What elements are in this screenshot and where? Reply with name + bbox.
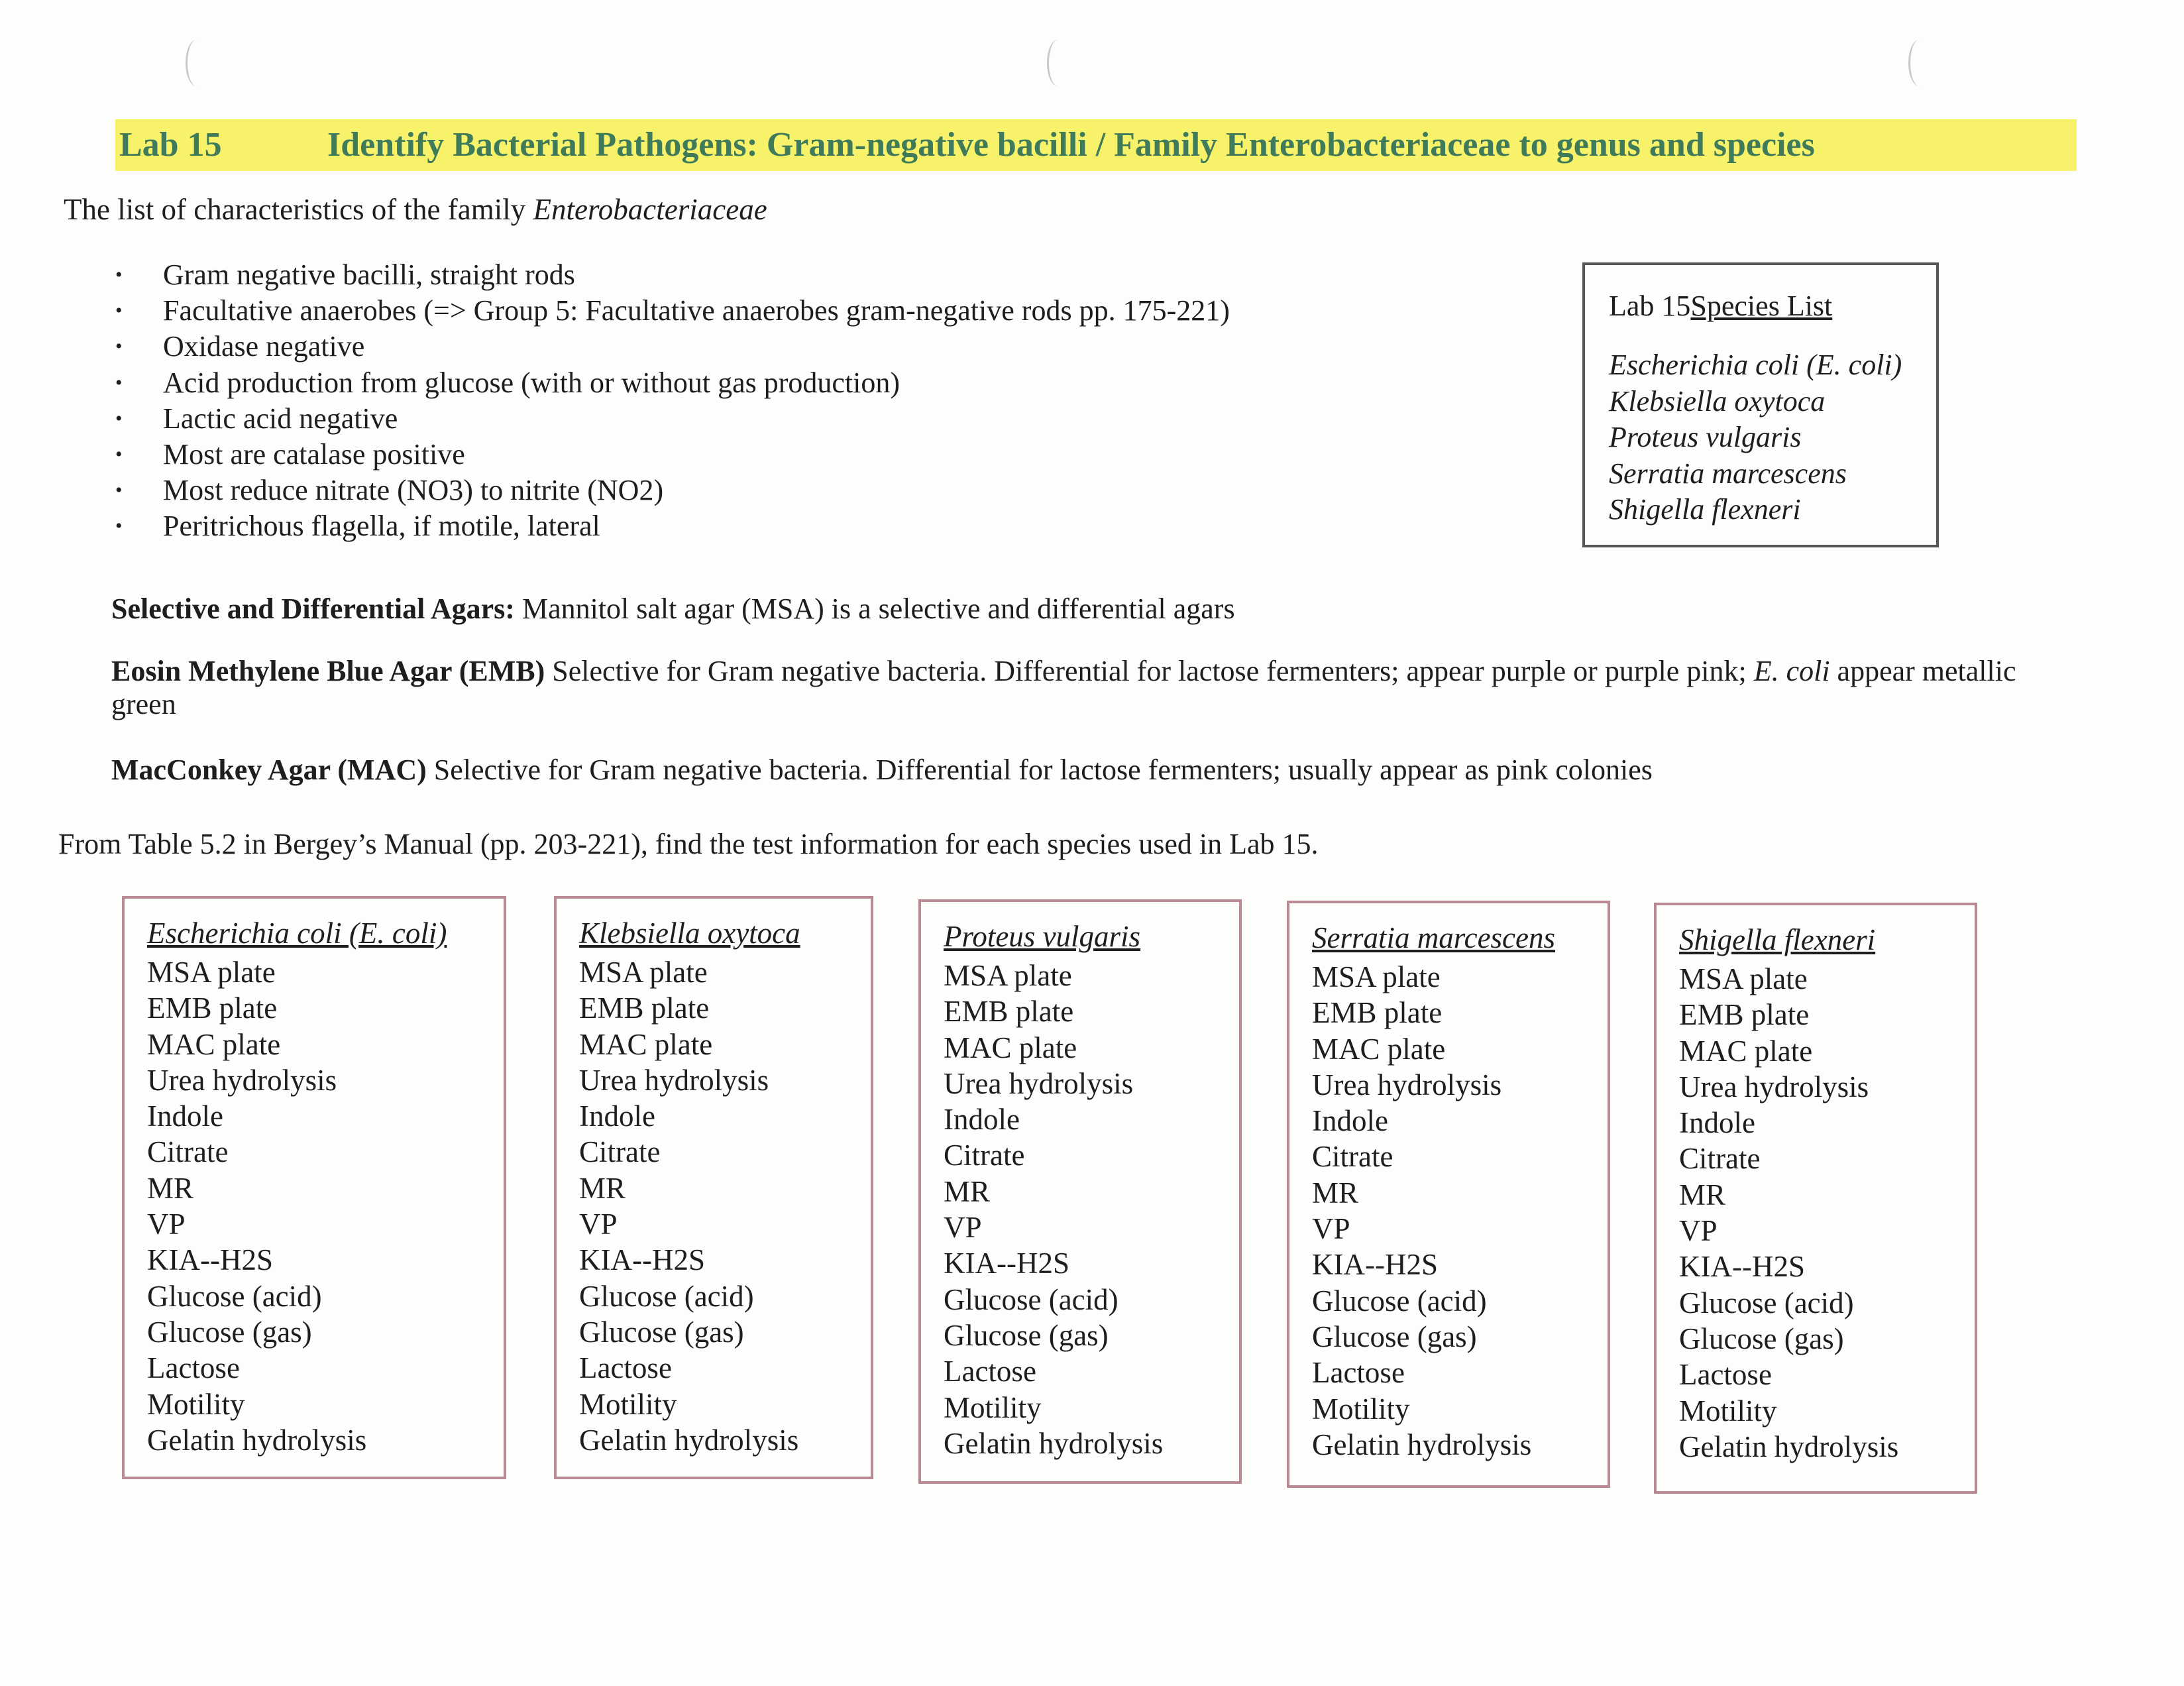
- mac-paragraph: MacConkey Agar (MAC) Selective for Gram negative bacteria. Differential for lactose fermenters; usually appear as pink colonies: [111, 754, 1653, 786]
- test-item: EMB plate: [1679, 998, 1810, 1032]
- test-item: Indole: [1312, 1104, 1388, 1138]
- test-list: [1312, 959, 1531, 1463]
- characteristic-item: • Peritrichous flagella, if motile, lateral: [115, 510, 600, 543]
- test-item: Glucose (gas): [1312, 1320, 1477, 1353]
- test-item: EMB plate: [944, 995, 1074, 1029]
- species-test-box: [122, 896, 506, 1479]
- punch-hole-left: [186, 40, 207, 86]
- test-item: Glucose (gas): [579, 1315, 744, 1349]
- test-item: Glucose (acid): [1679, 1286, 1854, 1320]
- species-test-box-title: Escherichia coli (E. coli): [147, 917, 447, 950]
- test-item: MR: [579, 1171, 626, 1205]
- test-list: [147, 954, 366, 1458]
- species-item: Serratia marcescens: [1609, 457, 1847, 490]
- test-item: Glucose (gas): [944, 1318, 1109, 1352]
- species-test-box: [1287, 901, 1610, 1488]
- test-item: Glucose (acid): [579, 1279, 754, 1313]
- test-item: VP: [579, 1208, 618, 1241]
- test-item: VP: [147, 1208, 186, 1241]
- test-list: [579, 954, 798, 1458]
- species-test-box: [554, 896, 873, 1479]
- test-item: Glucose (acid): [1312, 1284, 1487, 1318]
- test-item: KIA--H2S: [147, 1243, 273, 1277]
- test-item: Urea hydrolysis: [1679, 1070, 1869, 1103]
- species-list-items: [1609, 347, 1902, 528]
- species-test-box: [1654, 903, 1977, 1494]
- test-item: Gelatin hydrolysis: [1679, 1430, 1899, 1463]
- punch-hole-center: [1047, 40, 1069, 86]
- test-item: KIA--H2S: [1312, 1248, 1438, 1282]
- species-list-heading: Lab 15Species List: [1609, 290, 1833, 322]
- test-item: EMB plate: [1312, 996, 1443, 1030]
- page-title: Identify Bacterial Pathogens: Gram-negative bacilli / Family Enterobacteriaceae to genus and species: [327, 126, 1815, 164]
- test-item: Citrate: [579, 1135, 661, 1169]
- test-item: MR: [1679, 1178, 1726, 1211]
- species-list-box: [1582, 262, 1939, 547]
- test-item: Lactose: [1312, 1356, 1405, 1390]
- test-item: MAC plate: [1679, 1034, 1813, 1068]
- test-item: Citrate: [1679, 1142, 1761, 1176]
- test-item: Indole: [147, 1099, 223, 1133]
- test-item: MSA plate: [1679, 962, 1808, 995]
- test-item: KIA--H2S: [944, 1247, 1069, 1280]
- test-item: MR: [147, 1171, 194, 1205]
- test-item: Gelatin hydrolysis: [1312, 1428, 1532, 1461]
- test-item: Lactose: [147, 1351, 240, 1385]
- test-item: Glucose (acid): [147, 1279, 322, 1313]
- test-list: [944, 958, 1163, 1461]
- test-item: Lactose: [579, 1351, 672, 1385]
- test-item: Motility: [1312, 1392, 1410, 1426]
- test-item: Glucose (gas): [147, 1315, 312, 1349]
- characteristic-item: • Most are catalase positive: [115, 437, 465, 471]
- test-item: Gelatin hydrolysis: [579, 1423, 799, 1457]
- test-item: MAC plate: [944, 1031, 1077, 1064]
- test-item: Motility: [579, 1387, 677, 1421]
- test-item: EMB plate: [147, 991, 278, 1025]
- test-item: VP: [1679, 1214, 1718, 1248]
- test-item: MAC plate: [579, 1027, 713, 1061]
- test-item: EMB plate: [579, 991, 710, 1025]
- characteristic-item: • Facultative anaerobes (=> Group 5: Facultative anaerobes gram-negative rods pp. 175-221): [115, 294, 1230, 327]
- test-item: VP: [1312, 1212, 1350, 1246]
- species-test-box-title: Shigella flexneri: [1679, 923, 1876, 956]
- table-note: From Table 5.2 in Bergey’s Manual (pp. 203-221), find the test information for each species used in Lab 15.: [58, 828, 1319, 860]
- characteristic-item: • Most reduce nitrate (NO3) to nitrite (NO2): [115, 474, 664, 507]
- characteristic-item: • Lactic acid negative: [115, 402, 398, 435]
- species-item: Klebsiella oxytoca: [1609, 384, 1826, 418]
- test-item: MR: [944, 1174, 991, 1208]
- test-item: Citrate: [1312, 1140, 1393, 1174]
- test-item: Gelatin hydrolysis: [944, 1426, 1164, 1460]
- characteristic-item: • Gram negative bacilli, straight rods: [115, 258, 575, 291]
- species-item: Proteus vulgaris: [1609, 421, 1802, 453]
- test-item: Indole: [1679, 1106, 1755, 1140]
- species-test-box-title: Proteus vulgaris: [944, 920, 1141, 953]
- test-item: MSA plate: [147, 956, 276, 989]
- test-item: VP: [944, 1211, 982, 1245]
- species-item: Escherichia coli (E. coli): [1609, 349, 1902, 381]
- selective-differential-paragraph: Selective and Differential Agars: Mannitol salt agar (MSA) is a selective and differential agars: [111, 592, 1235, 625]
- test-item: Gelatin hydrolysis: [147, 1423, 367, 1457]
- test-item: Urea hydrolysis: [944, 1066, 1134, 1100]
- test-item: Urea hydrolysis: [579, 1063, 769, 1097]
- test-item: MSA plate: [944, 959, 1072, 992]
- test-item: Citrate: [944, 1139, 1025, 1172]
- test-item: MAC plate: [147, 1027, 281, 1061]
- lab-number: Lab 15: [119, 126, 222, 164]
- family-name: Enterobacteriaceae: [533, 193, 767, 226]
- test-item: Motility: [147, 1387, 245, 1421]
- test-item: Lactose: [1679, 1358, 1772, 1392]
- test-item: MSA plate: [579, 956, 708, 989]
- species-test-box-title: Klebsiella oxytoca: [579, 917, 800, 950]
- test-item: MAC plate: [1312, 1032, 1446, 1066]
- test-item: Urea hydrolysis: [147, 1063, 337, 1097]
- title-bar: [115, 119, 2077, 171]
- test-item: Urea hydrolysis: [1312, 1068, 1502, 1101]
- test-item: Glucose (acid): [944, 1282, 1119, 1316]
- species-item: Shigella flexneri: [1609, 493, 1801, 526]
- intro-text: The list of characteristics of the family: [64, 193, 533, 226]
- characteristic-item: • Oxidase negative: [115, 330, 365, 363]
- test-item: Indole: [944, 1103, 1020, 1137]
- test-item: KIA--H2S: [579, 1243, 705, 1277]
- test-item: Citrate: [147, 1135, 229, 1169]
- characteristics-list: [113, 257, 1230, 545]
- test-item: Motility: [944, 1390, 1042, 1424]
- intro-line: [64, 192, 767, 227]
- test-item: KIA--H2S: [1679, 1250, 1805, 1284]
- test-list: [1679, 961, 1898, 1465]
- punch-hole-right: [1908, 40, 1930, 86]
- species-test-box: [918, 899, 1242, 1484]
- test-item: Indole: [579, 1099, 655, 1133]
- test-item: MR: [1312, 1176, 1359, 1209]
- test-item: MSA plate: [1312, 960, 1441, 993]
- test-item: Lactose: [944, 1355, 1036, 1388]
- characteristic-item: • Acid production from glucose (with or without gas production): [115, 366, 901, 399]
- emb-paragraph: Eosin Methylene Blue Agar (EMB) Selective for Gram negative bacteria. Differential for lactose fermenters; appear purple or purple pink; E. coli appear metallic green: [111, 655, 2016, 720]
- test-item: Glucose (gas): [1679, 1321, 1844, 1355]
- species-test-box-title: Serratia marcescens: [1312, 921, 1556, 954]
- test-item: Motility: [1679, 1394, 1777, 1428]
